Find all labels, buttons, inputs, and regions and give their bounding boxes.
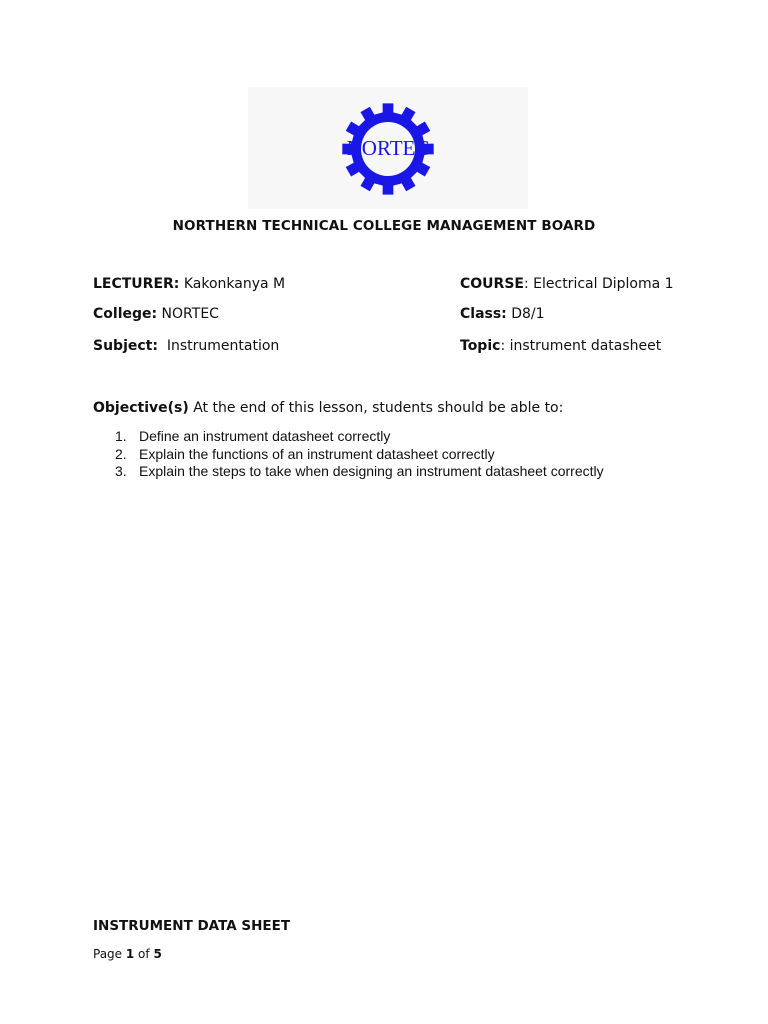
total-pages: 5: [153, 947, 162, 961]
page-heading: NORTHERN TECHNICAL COLLEGE MANAGEMENT BOARD: [172, 218, 596, 234]
objective-item: [115, 428, 604, 446]
objectives-intro: [93, 400, 563, 416]
objective-item: [115, 446, 604, 464]
class-label: Class:: [460, 306, 507, 322]
subject-value: Instrumentation: [157, 338, 280, 354]
objective-text: Explain the functions of an instrument datasheet correctly: [139, 445, 495, 462]
objectives-list: [115, 428, 604, 481]
class-field: [460, 306, 545, 322]
logo-text: NORTEC: [346, 136, 430, 160]
objectives-label: Objective(s): [93, 400, 189, 416]
of-word: of: [134, 947, 154, 961]
college-field: [93, 306, 219, 322]
objective-item: [115, 463, 604, 481]
page-word: Page: [93, 947, 126, 961]
college-label: College:: [93, 306, 158, 322]
subject-field: [93, 338, 279, 354]
objective-number: 1.: [115, 428, 127, 444]
objective-text: Explain the steps to take when designing an instrument datasheet correctly: [139, 463, 604, 480]
objective-text: Define an instrument datasheet correctly: [139, 428, 391, 444]
lecturer-label: LECTURER:: [93, 276, 180, 292]
lecturer-value: Kakonkanya M: [179, 276, 286, 292]
gear-logo-icon: [338, 92, 438, 202]
page-number: [93, 947, 162, 961]
objective-number: 2.: [115, 445, 127, 462]
course-value: : Electrical Diploma 1: [523, 276, 674, 292]
course-field: [460, 276, 674, 292]
logo-container: [248, 87, 528, 209]
lecturer-field: [93, 276, 285, 292]
section-title: INSTRUMENT DATA SHEET: [93, 918, 291, 934]
topic-field: [460, 338, 661, 354]
objectives-intro-text: At the end of this lesson, students should be able to:: [188, 400, 564, 416]
course-label: COURSE: [460, 276, 524, 292]
current-page: 1: [125, 947, 135, 961]
subject-label: Subject:: [93, 338, 158, 354]
objective-number: 3.: [115, 463, 127, 480]
topic-label: Topic: [460, 338, 501, 354]
class-value: D8/1: [506, 306, 545, 322]
college-value: NORTEC: [157, 306, 219, 322]
topic-value: : instrument datasheet: [500, 338, 662, 354]
